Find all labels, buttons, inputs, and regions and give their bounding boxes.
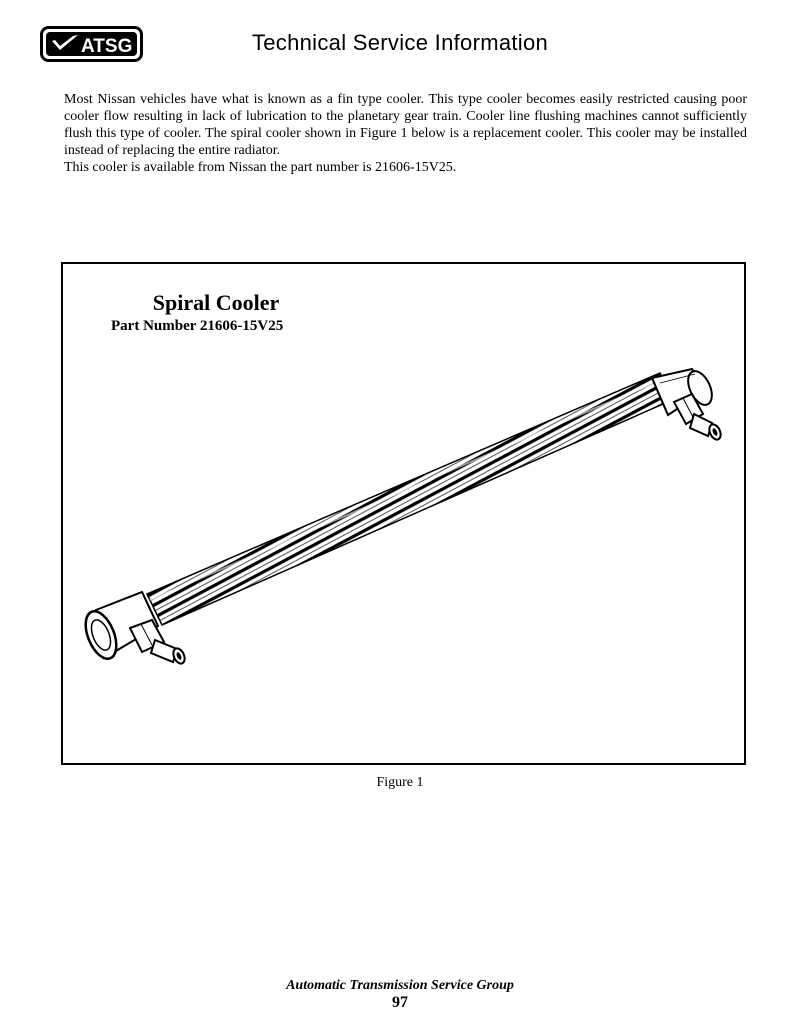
intro-part-number-line: This cooler is available from Nissan the part number is 21606-15V25. <box>64 160 457 175</box>
footer-organization: Automatic Transmission Service Group <box>286 978 514 993</box>
page-header-title: Technical Service Information <box>251 30 549 55</box>
intro-text <box>64 91 747 176</box>
coil-body <box>147 373 672 625</box>
figure-title: Spiral Cooler <box>152 290 280 315</box>
page-number: 97 <box>392 994 408 1011</box>
spiral-cooler-illustration <box>63 264 744 763</box>
intro-paragraph: Most Nissan vehicles have what is known as a fin type cooler. This type cooler becomes easily restricted causing poor cooler flow resulting in lack of lubrication to the planetary gear train. Cooler line flushing machines cannot sufficiently flush this type of cooler. The spiral cooler shown in Figure 1 below is a replacement cooler. This cooler may be installed instead of replacing the entire radiator. <box>64 92 747 158</box>
figure-caption: Figure 1 <box>376 775 424 790</box>
figure-subtitle: Part Number 21606-15V25 <box>111 318 284 334</box>
svg-text:ATSG: ATSG <box>81 36 133 57</box>
